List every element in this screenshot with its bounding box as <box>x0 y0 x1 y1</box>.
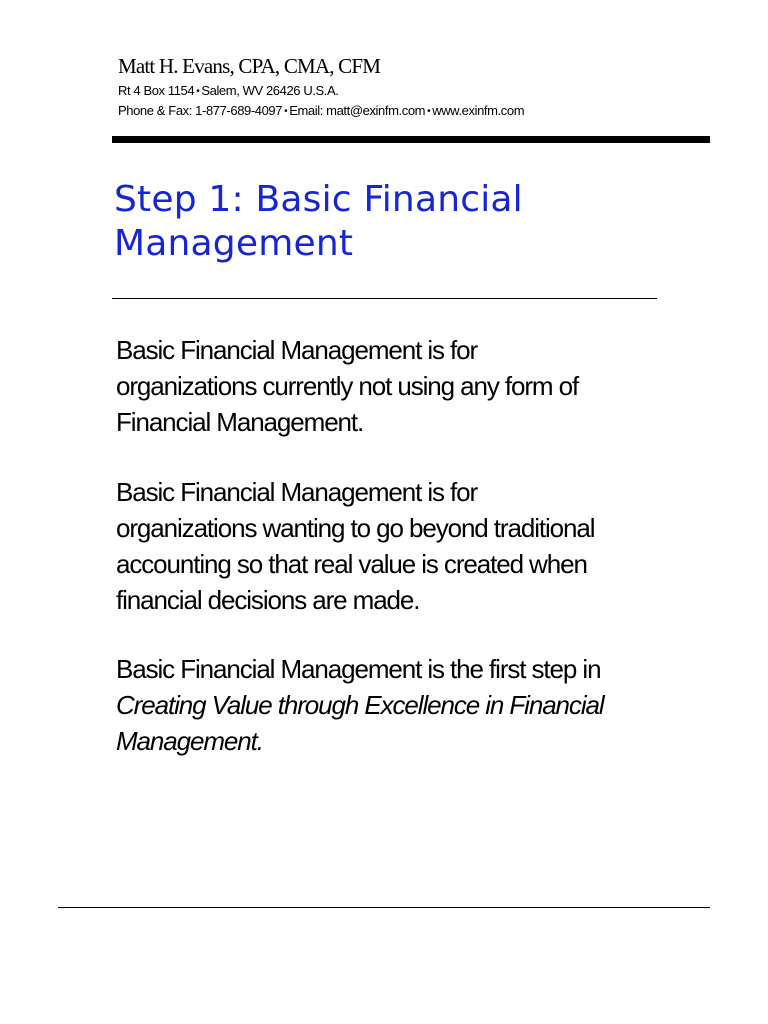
paragraph-3-line-1: Basic Financial Management is the first step in <box>116 654 601 684</box>
paragraph-2-line-4: financial decisions are made. <box>116 585 420 615</box>
footer-rule <box>58 907 710 908</box>
paragraph-3-italic-line-2: Management. <box>116 726 263 756</box>
paragraph-1 <box>116 332 696 440</box>
paragraph-2-line-3: accounting so that real value is created when <box>116 549 587 579</box>
paragraph-3-italic-line-1: Creating Value through Excellence in Financial <box>116 690 604 720</box>
email-text: Email: matt@exinfm.com <box>289 103 426 118</box>
address-line <box>118 83 339 98</box>
bullet-separator: • <box>427 106 431 117</box>
paragraph-1-line-1: Basic Financial Management is for <box>116 335 478 365</box>
paragraph-1-line-3: Financial Management. <box>116 407 364 437</box>
phone-fax: Phone & Fax: 1-877-689-4097 <box>118 103 283 118</box>
page-title <box>114 178 523 266</box>
website-text: www.exinfm.com <box>432 103 525 118</box>
title-line-2: Management <box>114 223 354 264</box>
author-name: Matt H. Evans, CPA, CMA, CFM <box>118 54 381 78</box>
title-rule <box>112 298 657 299</box>
bullet-separator: • <box>196 86 200 97</box>
bullet-separator: • <box>284 106 288 117</box>
header-rule <box>112 136 710 143</box>
paragraph-2-line-1: Basic Financial Management is for <box>116 477 478 507</box>
phone-line <box>118 103 524 118</box>
address-city: Salem, WV 26426 U.S.A. <box>201 83 339 98</box>
address-street: Rt 4 Box 1154 <box>118 83 195 98</box>
paragraph-3 <box>116 651 696 759</box>
paragraph-2 <box>116 474 696 618</box>
paragraph-2-line-2: organizations wanting to go beyond traditional <box>116 513 595 543</box>
title-line-1: Step 1: Basic Financial <box>114 179 523 220</box>
paragraph-1-line-2: organizations currently not using any form of <box>116 371 579 401</box>
